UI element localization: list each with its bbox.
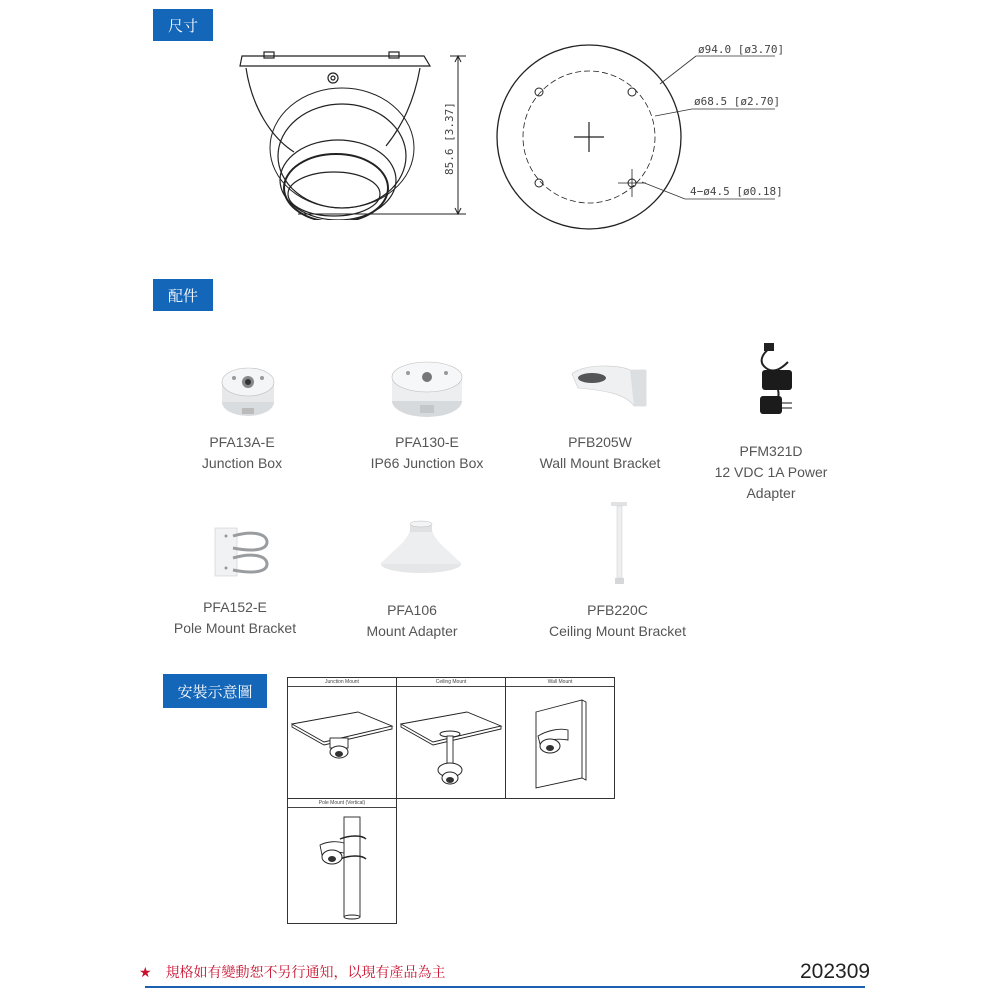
accessory-description: Junction Box xyxy=(201,455,283,471)
accessory-model: PFA152-E xyxy=(203,599,267,615)
disclaimer-note xyxy=(139,962,446,982)
pfa152-e-label xyxy=(160,597,310,639)
junction-mount-panel xyxy=(287,677,397,799)
document-date-code: 202309 xyxy=(800,960,871,983)
pfb205w-wall-mount-bracket-image xyxy=(568,362,648,412)
accessory-description: 12 VDC 1A Power xyxy=(714,464,828,480)
accessory-model: PFB220C xyxy=(587,602,648,618)
pole-mount-illustration xyxy=(288,811,396,921)
outer-diameter-label: ø94.0 [ø3.70] xyxy=(698,43,785,56)
accessory-model: PFB205W xyxy=(568,434,632,450)
accessory-description: Ceiling Mount Bracket xyxy=(549,623,686,639)
pfb205w-label xyxy=(525,432,675,474)
pfa130-e-ip66-junction-box-image xyxy=(390,355,464,421)
panel-title: Junction Mount xyxy=(288,678,396,687)
wall-mount-illustration xyxy=(506,690,614,794)
footer-rule xyxy=(145,986,865,988)
pfa13a-e-junction-box-image xyxy=(220,360,276,420)
pfa106-mount-adapter-image xyxy=(378,520,464,574)
pfa106-label xyxy=(352,600,472,642)
pfa152-e-pole-mount-bracket-image xyxy=(205,522,275,580)
section-tag-installation: 安裝示意圖 xyxy=(163,674,267,708)
pfb220c-ceiling-mount-bracket-image xyxy=(608,502,632,586)
panel-title: Wall Mount xyxy=(506,678,614,687)
height-dimension-label: 85.6 [3.37] xyxy=(443,102,456,175)
accessory-description: Pole Mount Bracket xyxy=(173,620,297,636)
section-tag-dimensions: 尺寸 xyxy=(153,9,213,41)
pole-mount-panel xyxy=(287,798,397,924)
accessory-model: PFA106 xyxy=(387,602,437,618)
hole-circle-label: ø68.5 [ø2.70] xyxy=(694,95,781,108)
ceiling-mount-illustration xyxy=(397,690,505,794)
pfm321d-power-adapter-image xyxy=(748,340,808,420)
accessory-description: IP66 Junction Box xyxy=(370,455,484,471)
panel-title: Ceiling Mount xyxy=(397,678,505,687)
camera-side-view-drawing xyxy=(238,48,478,220)
accessory-description: Wall Mount Bracket xyxy=(539,455,661,471)
ceiling-mount-panel xyxy=(396,677,506,799)
accessory-model: PFA13A-E xyxy=(209,434,275,450)
pfm321d-label xyxy=(700,441,842,504)
disclaimer-text: 規格如有變動恕不另行通知，以現有產品為主 xyxy=(165,965,446,981)
accessory-model: PFA130-E xyxy=(395,434,459,450)
panel-title: Pole Mount (Vertical) xyxy=(288,799,396,808)
mounting-holes-label: 4−ø4.5 [ø0.18] xyxy=(690,185,783,198)
accessory-description: Mount Adapter xyxy=(366,623,458,639)
wall-mount-panel xyxy=(505,677,615,799)
pfb220c-label xyxy=(535,600,700,642)
junction-mount-illustration xyxy=(288,690,396,794)
accessory-description-line2: Adapter xyxy=(746,485,796,501)
pfa130-e-label xyxy=(357,432,497,474)
accessory-model: PFM321D xyxy=(739,443,803,459)
star-icon: ★ xyxy=(139,965,152,981)
pfa13a-e-label xyxy=(182,432,302,474)
section-tag-accessories: 配件 xyxy=(153,279,213,311)
